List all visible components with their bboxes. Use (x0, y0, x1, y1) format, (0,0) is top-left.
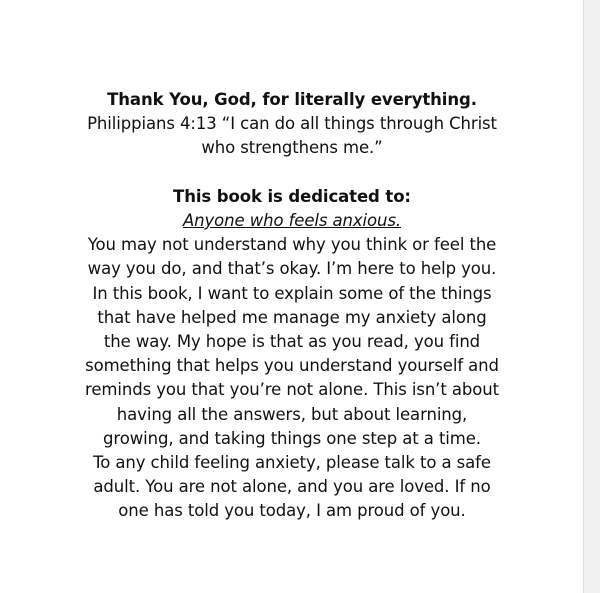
body-line-7: reminds you that you’re not alone. This isn’t about (85, 380, 499, 400)
body-line-4: that have helped me manage my anxiety along (97, 307, 487, 327)
body-line-3: In this book, I want to explain some of the things (92, 283, 492, 303)
verse-line-2: who strengthens me.” (201, 138, 383, 158)
page-edge (583, 0, 600, 593)
verse-line-1: Philippians 4:13 “I can do all things through Christ (87, 114, 497, 134)
dedication-recipient: Anyone who feels anxious. (182, 211, 402, 230)
body-line-5: the way. My hope is that as you read, you find (103, 332, 481, 352)
body-line-12: one has told you today, I am proud of you. (118, 501, 466, 521)
body-line-9: growing, and taking things one step at a time. (103, 428, 481, 448)
blank-line (30, 161, 554, 185)
body-line-6: something that helps you understand yourself and (85, 356, 499, 376)
body-line-2: way you do, and that’s okay. I’m here to help you. (87, 259, 497, 279)
body-line-1: You may not understand why you think or feel the (87, 235, 497, 255)
body-line-10: To any child feeling anxiety, please talk to a safe (93, 453, 491, 473)
body-line-8: having all the answers, but about learning, (116, 404, 468, 424)
dedication-content (30, 88, 554, 524)
thanks-line: Thank You, God, for literally everything. (107, 90, 477, 109)
body-line-11: adult. You are not alone, and you are loved. If no (93, 477, 491, 497)
dedication-heading: This book is dedicated to: (173, 186, 411, 206)
